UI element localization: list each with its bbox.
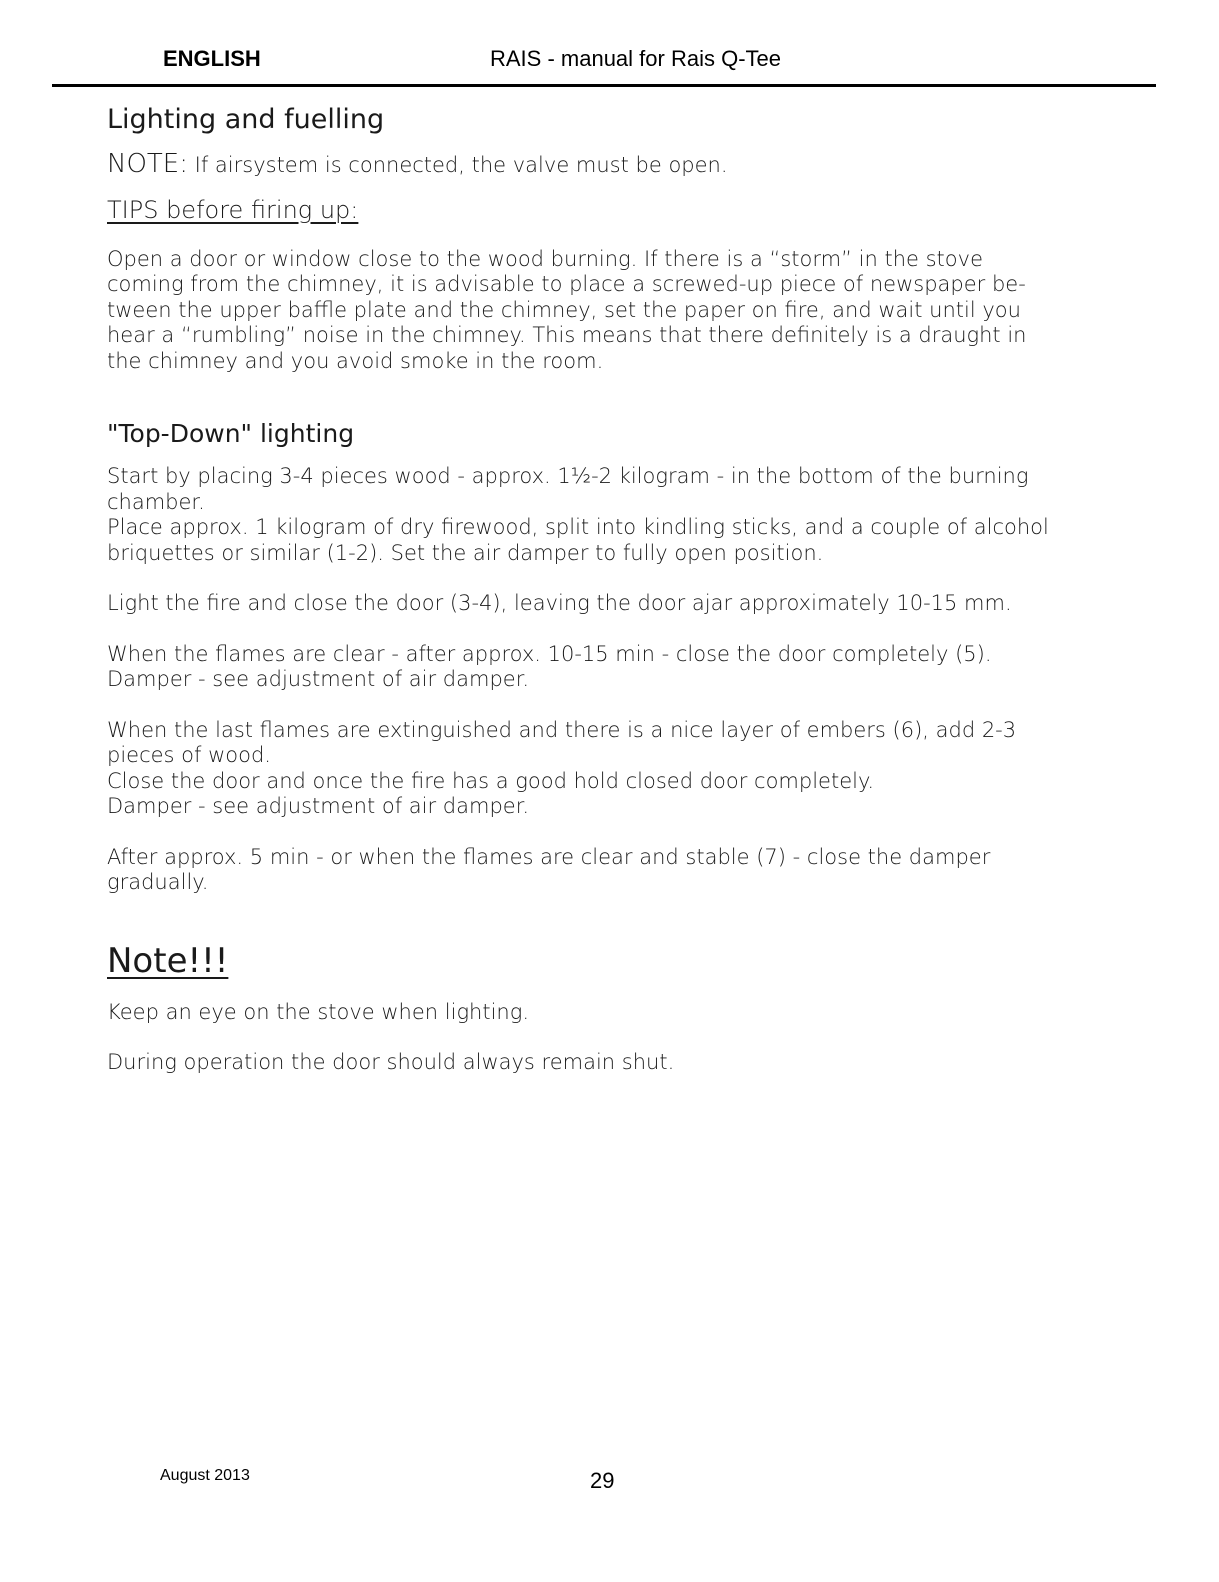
text-line: Damper - see adjustment of air damper. [107,667,530,691]
note-lead: NOTE: [107,149,188,179]
text-line: After approx. 5 min - or when the flames are clear and stable (7) - close the damper [107,844,991,869]
text-line: the chimney and you avoid smoke in the room. [107,348,604,373]
topdown-paragraph-5 [107,718,1117,820]
tips-heading: TIPS before firing up: [107,195,359,224]
text-line: briquettes or similar (1-2). Set the air damper to fully open position. [107,540,824,565]
note-paragraph-1: Keep an eye on the stove when lighting. [107,999,530,1024]
header-divider [52,84,1156,87]
note-heading: Note!!! [107,940,229,981]
text-line: hear a “rumbling” noise in the chimney. This means that there definitely is a draught in [107,323,1027,347]
section-heading: Lighting and fuelling [107,104,385,135]
text-line: When the last flames are extinguished and there is a nice layer of embers (6), add 2-3 [107,717,1017,742]
text-line: coming from the chimney, it is advisable to place a screwed-up piece of newspaper be- [107,272,1026,296]
topdown-paragraph-1 [107,464,1117,515]
text-line: pieces of wood. [107,743,271,767]
text-line: gradually. [107,870,209,894]
page-content [107,100,1117,1101]
header-language: ENGLISH [163,46,261,71]
text-line: Close the door and once the fire has a good hold closed door completely. [107,768,875,793]
note-paragraph-2: During operation the door should always remain shut. [107,1050,675,1074]
text-line: tween the upper baffle plate and the chimney, set the paper on fire, and wait until you [107,297,1021,322]
topdown-paragraph-3: Light the fire and close the door (3-4), leaving the door ajar approximately 10-15 mm. [107,591,1012,615]
tips-paragraph [107,247,1117,375]
page-number: 29 [590,1468,615,1493]
text-line: Start by placing 3-4 pieces wood - approx. 1½-2 kilogram - in the bottom of the burning [107,464,1029,488]
text-line: Damper - see adjustment of air damper. [107,794,530,818]
text-line: When the flames are clear - after approx. 10-15 min - close the door completely (5). [107,641,992,666]
footer-date: August 2013 [160,1467,250,1484]
text-line: Open a door or window close to the wood burning. If there is a “storm” in the stove [107,246,983,271]
topdown-paragraph-2 [107,515,1117,566]
airsystem-note [107,149,1117,179]
topdown-paragraph-6 [107,845,1117,896]
text-line: chamber. [107,489,205,514]
topdown-heading: "Top-Down" lighting [107,419,355,448]
note-text: If airsystem is connected, the valve must be open. [187,153,728,177]
header-title: RAIS - manual for Rais Q-Tee [490,46,781,71]
text-line: Place approx. 1 kilogram of dry firewood, split into kindling sticks, and a couple of alcohol [107,515,1049,539]
topdown-paragraph-4 [107,642,1117,693]
